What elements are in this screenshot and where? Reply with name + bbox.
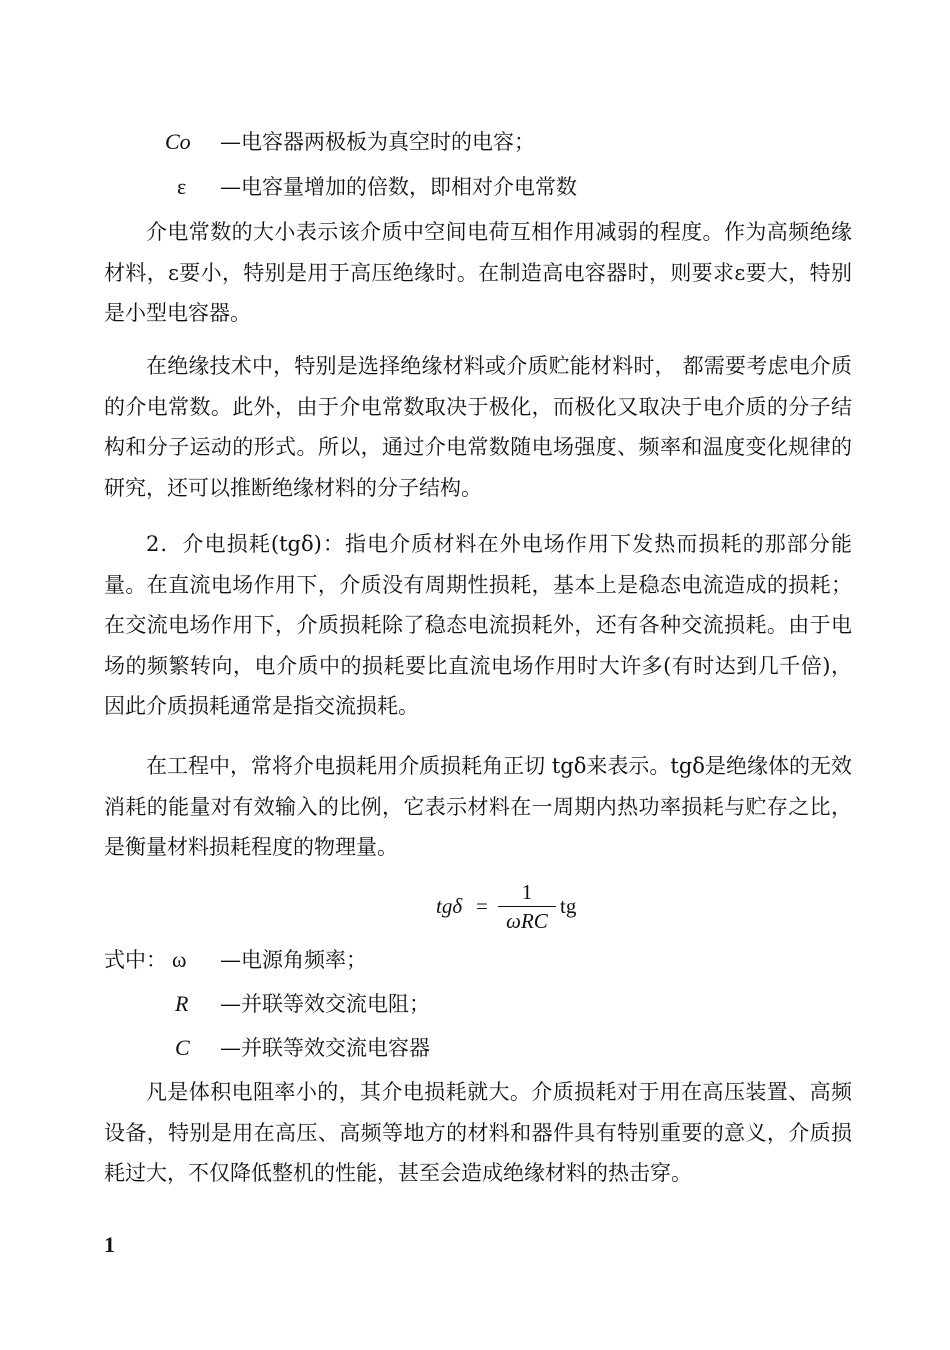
definition-row bbox=[0, 122, 950, 162]
definition-row bbox=[0, 984, 950, 1024]
formula-tail: tg bbox=[560, 894, 577, 918]
definition-row bbox=[0, 167, 950, 207]
definition-text: —电容量增加的倍数，即相对介电常数 bbox=[220, 175, 577, 199]
paragraph: 在工程中，常将介电损耗用介质损耗角正切 tgδ来表示。tgδ是绝缘体的无效消耗的能量对有效输入的比例，它表示材料在一周期内热功率损耗与贮存之比，是衡量材料损耗程度的物理量。 bbox=[104, 754, 852, 859]
loss-tangent-formula bbox=[436, 878, 636, 942]
definition-text: —电容器两极板为真空时的电容； bbox=[220, 130, 535, 154]
definition-lead: 式中： bbox=[104, 948, 167, 972]
formula-lhs: tgδ bbox=[436, 894, 463, 918]
formula-fraction bbox=[498, 878, 556, 935]
paragraph: 在绝缘技术中，特别是选择绝缘材料或介质贮能材料时， 都需要考虑电介质的介电常数。此外，由于介电常数取决于极化，而极化又取决于电介质的分子结构和分子运动的形式。所以，通过介电常数随电场强度、频率和温度变化规律的研究，还可以推断绝缘材料的分子结构。 bbox=[104, 354, 852, 500]
paragraph: 凡是体积电阻率小的，其介电损耗就大。介质损耗对于用在高压装置、高频设备，特别是用在高压、高频等地方的材料和器件具有特别重要的意义，介质损耗过大，不仅降低整机的性能，甚至会造成绝缘材料的热击穿。 bbox=[104, 1080, 852, 1185]
symbol-epsilon: ε bbox=[177, 174, 187, 199]
formula-numerator: 1 bbox=[521, 880, 533, 904]
definition-row bbox=[0, 940, 950, 980]
formula-denominator: ωRC bbox=[506, 909, 548, 933]
symbol-omega: ω bbox=[172, 947, 187, 972]
definition-row bbox=[0, 1028, 950, 1068]
symbol-r: R bbox=[175, 991, 189, 1016]
symbol-c: C bbox=[175, 1035, 190, 1060]
definition-text: —并联等效交流电阻； bbox=[220, 992, 430, 1016]
definition-text: —并联等效交流电容器 bbox=[220, 1036, 430, 1060]
paragraph: 2．介电损耗(tgδ)：指电介质材料在外电场作用下发热而损耗的那部分能量。在直流电场作用下，介质没有周期性损耗，基本上是稳态电流造成的损耗；在交流电场作用下，介质损耗除了稳态电流损耗外，还有各种交流损耗。由于电场的频繁转向，电介质中的损耗要比直流电场作用时大许多(有时达到几千倍)，因此介质损耗通常是指交流损耗。 bbox=[104, 532, 852, 718]
definition-text: —电源角频率； bbox=[220, 948, 367, 972]
symbol-co: Co bbox=[165, 129, 191, 154]
page-number: 1 bbox=[104, 1232, 115, 1257]
paragraph: 介电常数的大小表示该介质中空间电荷互相作用减弱的程度。作为高频绝缘材料，ε要小，特别是用于高压绝缘时。在制造高电容器时，则要求ε要大，特别是小型电容器。 bbox=[104, 220, 852, 325]
formula-equals: = bbox=[476, 894, 488, 918]
